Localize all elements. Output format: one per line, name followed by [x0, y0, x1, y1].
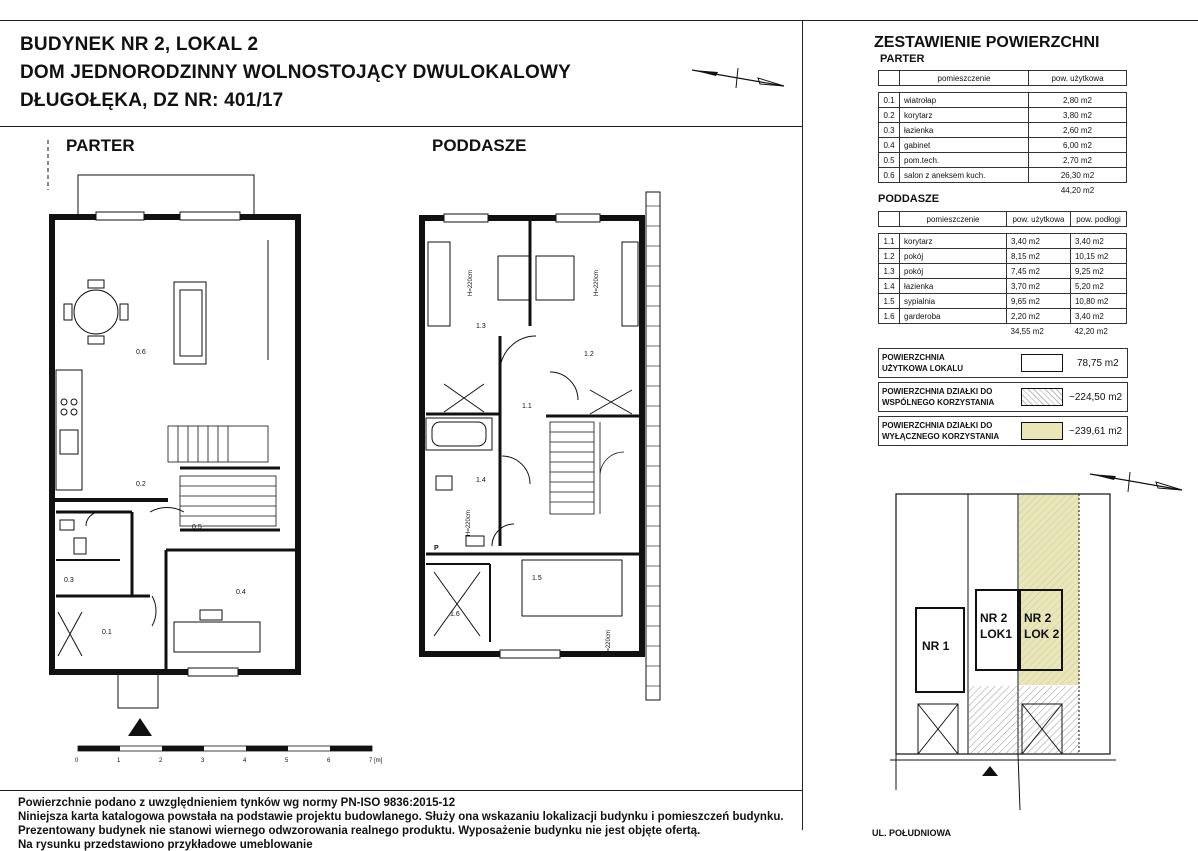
room-area: 3,80 m2	[1029, 108, 1127, 123]
col-header-room: pomieszczenie	[900, 212, 1007, 227]
parter-title: PARTER	[66, 136, 135, 155]
room-label-0.5: 0.5	[192, 524, 202, 531]
header-divider	[0, 126, 802, 127]
room-floor: 3,40 m2	[1070, 234, 1126, 249]
summary-parter-label: PARTER	[880, 53, 925, 65]
room-label-1.3: 1.3	[476, 323, 486, 330]
table-row	[879, 168, 1127, 183]
header-line-1: BUDYNEK NR 2, LOKAL 2	[20, 34, 259, 55]
site-label-lok2-line2: LOK 2	[1024, 627, 1060, 641]
poddasze-area-table	[878, 211, 1127, 338]
col-header-floor: pow. podłogi	[1070, 212, 1126, 227]
table-row	[879, 138, 1127, 153]
top-border	[0, 20, 1198, 21]
room-name: pom.tech.	[900, 153, 1029, 168]
table-row	[879, 153, 1127, 168]
room-name: wiatrołap	[900, 93, 1029, 108]
poddasze-total-floor: 42,20 m2	[1074, 326, 1108, 336]
col-header-area: pow. użytkowa	[1007, 212, 1071, 227]
table-row	[879, 249, 1127, 264]
room-no: 1.3	[879, 264, 900, 279]
scale-label-5: 5	[285, 758, 289, 764]
exclusive-area-line1: POWIERZCHNIA DZIAŁKI DO	[882, 421, 993, 430]
common-area-swatch	[1021, 388, 1063, 406]
column-divider	[802, 20, 803, 830]
room-label-0.1: 0.1	[102, 629, 112, 636]
height-label-2: H=220cm	[594, 270, 600, 296]
room-no: 0.2	[879, 108, 900, 123]
parter-total: 44,20 m2	[1060, 185, 1095, 195]
room-no: 1.2	[879, 249, 900, 264]
site-label-lok2-line1: NR 2	[1024, 611, 1052, 625]
room-name: salon z aneksem kuch.	[900, 168, 1029, 183]
notes-divider	[0, 790, 802, 791]
room-label-1.2: 1.2	[584, 351, 594, 358]
exclusive-area-swatch	[1021, 422, 1063, 440]
street-label: UL. POŁUDNIOWA	[872, 828, 951, 838]
room-floor: 10,80 m2	[1070, 294, 1126, 309]
site-plan	[880, 490, 1120, 830]
usable-area-line1: POWIERZCHNIA	[882, 353, 945, 362]
room-label-1.6: 1.6	[450, 611, 460, 618]
note-1: Powierzchnie podano z uwzględnieniem tynków wg normy PN-ISO 9836:2015-12	[18, 797, 456, 809]
usable-area-box	[878, 348, 1128, 378]
exclusive-area-line2: WYŁĄCZNEGO KORZYSTANIA	[882, 432, 1000, 441]
room-name: łazienka	[900, 279, 1007, 294]
scale-label-7: 7 [m]	[369, 758, 383, 764]
site-label-lok1-line1: NR 2	[980, 611, 1008, 625]
poddasze-title: PODDASZE	[432, 136, 527, 155]
room-no: 0.4	[879, 138, 900, 153]
room-name: sypialnia	[900, 294, 1007, 309]
room-no: 1.4	[879, 279, 900, 294]
exclusive-area-value: ~239,61 m2	[1069, 426, 1123, 437]
room-floor: 3,40 m2	[1070, 309, 1126, 324]
scale-label-4: 4	[243, 758, 247, 764]
room-name: korytarz	[900, 108, 1029, 123]
common-area-value: ~224,50 m2	[1069, 392, 1123, 403]
room-label-0.3: 0.3	[64, 577, 74, 584]
table-row	[879, 279, 1127, 294]
room-area: 26,30 m2	[1029, 168, 1127, 183]
room-name: pokój	[900, 264, 1007, 279]
scale-label-1: 1	[117, 758, 121, 764]
room-area: 2,60 m2	[1029, 123, 1127, 138]
scale-bar	[70, 742, 400, 768]
poddasze-floor-plan	[410, 186, 670, 706]
room-no: 1.6	[879, 309, 900, 324]
parter-area-table	[878, 70, 1127, 197]
room-label-0.2: 0.2	[136, 481, 146, 488]
room-no: 0.5	[879, 153, 900, 168]
site-label-lok1-line2: LOK1	[980, 627, 1013, 641]
summary-title: ZESTAWIENIE POWIERZCHNI	[874, 34, 1100, 51]
room-no: 1.1	[879, 234, 900, 249]
room-area: 3,70 m2	[1007, 279, 1071, 294]
room-area: 2,70 m2	[1029, 153, 1127, 168]
room-name: korytarz	[900, 234, 1007, 249]
usable-area-value: 78,75 m2	[1077, 358, 1119, 369]
room-area: 2,20 m2	[1007, 309, 1071, 324]
room-area: 8,15 m2	[1007, 249, 1071, 264]
room-no: 0.3	[879, 123, 900, 138]
common-area-line1: POWIERZCHNIA DZIAŁKI DO	[882, 387, 993, 396]
room-area: 2,80 m2	[1029, 93, 1127, 108]
room-area: 9,65 m2	[1007, 294, 1071, 309]
exclusive-area-box	[878, 416, 1128, 446]
room-label-0.4: 0.4	[236, 589, 246, 596]
header-line-2: DOM JEDNORODZINNY WOLNOSTOJĄCY DWULOKALOWY	[20, 62, 571, 83]
room-label-0.6: 0.6	[136, 349, 146, 356]
scale-label-6: 6	[327, 758, 331, 764]
table-row	[879, 264, 1127, 279]
col-header-area: pow. użytkowa	[1029, 71, 1127, 86]
table-row	[879, 93, 1127, 108]
room-area: 3,40 m2	[1007, 234, 1071, 249]
height-label-4: H=220cm	[606, 630, 612, 656]
room-no: 0.6	[879, 168, 900, 183]
height-label-3: H=220cm	[466, 510, 472, 536]
parter-floor-plan	[40, 140, 310, 750]
table-row	[879, 294, 1127, 309]
room-no: 1.5	[879, 294, 900, 309]
table-row	[879, 108, 1127, 123]
usable-area-line2: UŻYTKOWA LOKALU	[882, 364, 964, 373]
north-arrow-icon	[688, 62, 788, 92]
room-area: 6,00 m2	[1029, 138, 1127, 153]
table-row	[879, 234, 1127, 249]
room-no: 0.1	[879, 93, 900, 108]
col-header-room: pomieszczenie	[900, 71, 1029, 86]
room-name: garderoba	[900, 309, 1007, 324]
note-4: Na rysunku przedstawiono przykładowe umeblowanie	[18, 839, 313, 851]
poddasze-total-area: 34,55 m2	[1010, 326, 1044, 336]
room-floor: 9,25 m2	[1070, 264, 1126, 279]
room-floor: 10,15 m2	[1070, 249, 1126, 264]
usable-area-swatch	[1021, 354, 1063, 372]
scale-label-3: 3	[201, 758, 205, 764]
room-floor: 5,20 m2	[1070, 279, 1126, 294]
scale-label-0: 0	[75, 758, 79, 764]
room-label-1.1: 1.1	[522, 403, 532, 410]
room-label-p: P	[434, 545, 439, 552]
room-area: 7,45 m2	[1007, 264, 1071, 279]
common-area-line2: WSPÓLNEGO KORZYSTANIA	[882, 398, 995, 407]
room-label-1.5: 1.5	[532, 575, 542, 582]
room-name: gabinet	[900, 138, 1029, 153]
common-area-box	[878, 382, 1128, 412]
room-name: pokój	[900, 249, 1007, 264]
note-3: Prezentowany budynek nie stanowi wiernego odwzorowania realnego produktu. Wyposażenie budynku nie jest objęte ofertą.	[18, 825, 701, 837]
summary-poddasze-label: PODDASZE	[878, 193, 940, 205]
height-label-1: H=220cm	[468, 270, 474, 296]
header-line-3: DŁUGOŁĘKA, DZ NR: 401/17	[20, 90, 284, 111]
site-label-nr1: NR 1	[922, 639, 950, 653]
table-row	[879, 123, 1127, 138]
scale-label-2: 2	[159, 758, 163, 764]
note-2: Niniejsza karta katalogowa powstała na podstawie projektu budowlanego. Służy ona wskazaniu lokalizacji budynku i pomieszczeń budynku.	[18, 811, 784, 823]
table-row	[879, 309, 1127, 324]
room-name: łazienka	[900, 123, 1029, 138]
room-label-1.4: 1.4	[476, 477, 486, 484]
